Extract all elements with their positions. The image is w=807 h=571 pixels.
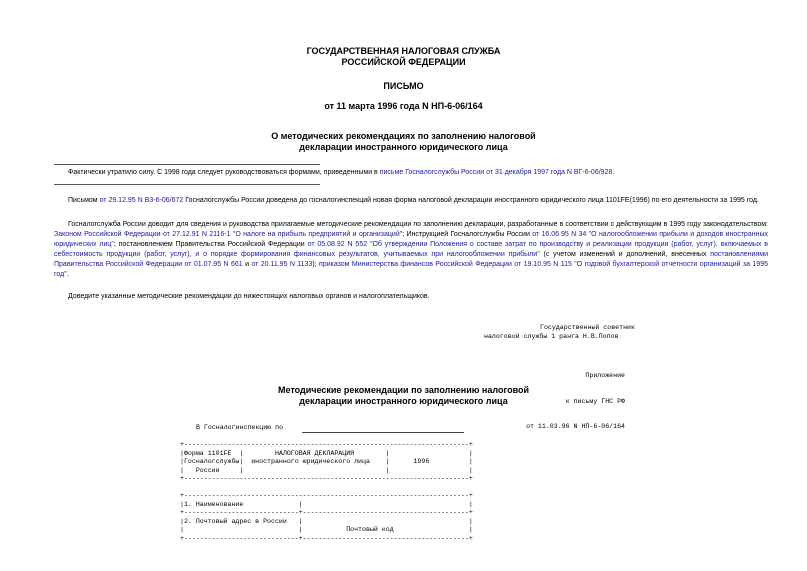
para2-link-law[interactable]: Законом Российской Федерации от 27.12.91 N 2116-1 "О налоге на прибыль предприятий и организаций": [54, 231, 403, 238]
para2-text-3: ; постановлением Правительства Российской Федерации: [113, 241, 308, 248]
methods-title-line-2: декларации иностранного юридического лица: [299, 396, 508, 406]
form-table-line: |Госналогслужбы| иностранного юридического лица | 1996 |: [180, 458, 473, 465]
subject-line-2: декларации иностранного юридического лица: [299, 142, 508, 152]
para2-text-5: и: [242, 261, 252, 268]
paragraph-3: Доведите указанные методические рекомендации до нижестоящих налоговых органов и налогоплательщиков.: [68, 293, 430, 300]
form-table-line: |2. Почтовый адрес в России | |: [180, 517, 473, 525]
form-table-line: |Форма 1101FE | НАЛОГОВАЯ ДЕКЛАРАЦИЯ | |: [180, 449, 473, 457]
para2-link-resolution[interactable]: от 05.08.92 N 552 "Об утверждении Положения о составе затрат по производству и реализации продукции (работ, услуг), включаемых в себестоимость продукции (работ, услуг), и о порядке формирования финансовых результатов, учитываемых при налогообложении прибыли": [54, 241, 769, 258]
form-table-line: |1. Наименование | |: [180, 500, 473, 508]
form-table-line: +-----------------------------+------------------------------------------+: [180, 534, 473, 542]
para1-text-a: Письмом: [68, 197, 100, 204]
methods-title-line-1: Методические рекомендации по заполнению налоговой: [277, 385, 530, 395]
appendix-line-1: Приложение: [585, 372, 625, 379]
paragraph-2: [54, 220, 768, 280]
agency-line-2: РОССИЙСКОЙ ФЕДЕРАЦИИ: [341, 57, 466, 67]
signature-name: налоговой службы 1 ранга Н.В.Попов: [484, 332, 619, 340]
notice-link[interactable]: письме Госналогслужбы России от 31 декабря 1997 года N ВГ-6-06/928: [379, 169, 613, 176]
notice-end: .: [612, 169, 615, 176]
appendix-line-2: к письму ГНС РФ: [565, 397, 625, 405]
para1-link[interactable]: от 29.12.95 N ВЗ-6-06/672: [99, 197, 184, 204]
agency-line-1: ГОСУДАРСТВЕННАЯ НАЛОГОВАЯ СЛУЖБА: [306, 46, 501, 56]
para2-text-7: .: [66, 271, 69, 278]
para2-text-4: (с учетом изменений и дополнений, внесенных: [539, 251, 711, 258]
form-table-line: +------------------------------------------------------------------------+: [180, 475, 473, 482]
form-table-line: +------------------------------------------------------------------------+: [180, 441, 473, 448]
para2-text-6: );: [312, 261, 320, 268]
paragraph-1: [68, 196, 773, 206]
para2-link-resolution-661[interactable]: постановлениями Правительства Российской Федерации от 01.07.95 N 661: [54, 251, 768, 268]
notice-rule-bottom: [54, 184, 320, 185]
inspection-blank-line: [302, 432, 464, 433]
form-table-line: +------------------------------------------------------------------------+: [180, 492, 473, 499]
doc-date-number: от 11 марта 1996 года N НП-6-06/164: [324, 101, 483, 111]
signature-block: [484, 324, 635, 341]
para2-link-resolution-1133[interactable]: от 20.11.95 N 1133: [251, 261, 313, 268]
notice-rule-top: [54, 164, 320, 165]
methods-title: [0, 385, 807, 407]
para2-link-instruction[interactable]: от 16.06.95 N 34 "О налогообложении прибыли и доходов иностранных юридических лиц": [54, 231, 768, 248]
agency-name: [0, 46, 807, 68]
validity-notice: [68, 168, 768, 178]
para1-text-b: Госналогслужбы России доведена до госналогинспекций новая форма налоговой декларации иностранного юридического лица 1101FE(1996) по его деятельности за 1995 год.: [183, 197, 759, 204]
para2-text-2: ; Инструкцией Госналогслужбы России: [402, 231, 533, 238]
form-table-line: | | Почтовый код |: [180, 526, 473, 533]
doc-subject: [0, 131, 807, 153]
doc-type: ПИСЬМО: [383, 81, 424, 91]
form-table-line: +-----------------------------+------------------------------------------+: [180, 509, 473, 516]
declaration-form-table: [180, 441, 473, 543]
signature-title: Государственный советник: [540, 324, 635, 331]
form-table-line: | России | | |: [180, 466, 473, 474]
form-table-line: [180, 484, 473, 493]
appendix-line-3: от 11.03.96 N НП-6-06/164: [526, 423, 625, 430]
para2-text-1: Госналогслужба России доводит для сведения и руководства прилагаемые методические рекомендации по заполнению декларации, разработанные в соответствии с действующим в 1995 году законодательством:: [68, 221, 768, 228]
notice-text: Фактически утратило силу. С 1998 года следует руководствоваться формами, приведенными в: [68, 169, 380, 176]
para2-link-order[interactable]: приказом Министерства финансов Российской Федерации от 19.10.95 N 115 "О годовой бухгалтерской отчетности организаций за 1995 год": [54, 261, 768, 278]
inspection-label: В Госналогинспекцию по: [196, 424, 284, 431]
subject-line-1: О методических рекомендациях по заполнению налоговой: [271, 131, 536, 141]
